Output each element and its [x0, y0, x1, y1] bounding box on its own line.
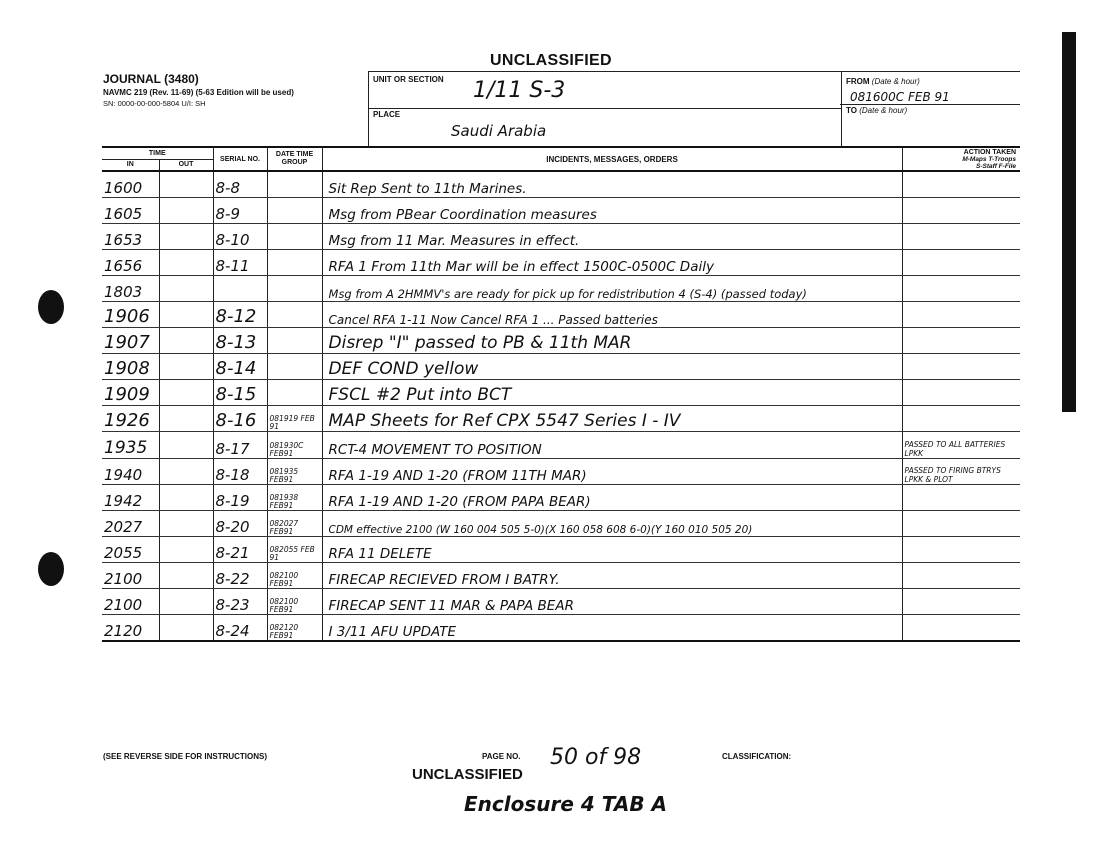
table-row: [102, 562, 1020, 588]
time-in: 1926: [102, 406, 159, 432]
date-time-group: [267, 275, 322, 301]
time-out: [159, 589, 213, 615]
serial-no: [213, 275, 267, 301]
time-out: [159, 615, 213, 641]
message: RFA 1-19 AND 1-20 (FROM 11TH MAR): [322, 458, 902, 484]
date-time-group: 081919 FEB 91: [267, 406, 322, 432]
time-in: 1935: [102, 432, 159, 458]
table-row: [102, 589, 1020, 615]
form-identity: [103, 72, 294, 108]
time-out: [159, 510, 213, 536]
date-time-group: [267, 197, 322, 223]
time-out: [159, 562, 213, 588]
time-in: 1653: [102, 223, 159, 249]
table-row: [102, 615, 1020, 641]
message: Cancel RFA 1-11 Now Cancel RFA 1 ... Passed batteries: [322, 301, 902, 327]
table-row: [102, 275, 1020, 301]
date-time-group: 082055 FEB 91: [267, 536, 322, 562]
message: Msg from A 2HMMV's are ready for pick up for redistribution 4 (S-4) (passed today): [322, 275, 902, 301]
message: FSCL #2 Put into BCT: [322, 380, 902, 406]
from-to-box: [840, 71, 1020, 146]
date-time-group: [267, 301, 322, 327]
table-row: [102, 171, 1020, 197]
classification-label: CLASSIFICATION:: [722, 752, 792, 761]
action-taken: [902, 171, 1020, 197]
message: RFA 1-19 AND 1-20 (FROM PAPA BEAR): [322, 484, 902, 510]
action-taken: [902, 562, 1020, 588]
time-out: [159, 328, 213, 354]
table-row: [102, 197, 1020, 223]
serial-no: 8-13: [213, 328, 267, 354]
serial-no: 8-17: [213, 432, 267, 458]
serial-no: 8-23: [213, 589, 267, 615]
action-taken: [902, 354, 1020, 380]
form-title: JOURNAL (3480): [103, 72, 199, 86]
time-in: 2027: [102, 510, 159, 536]
serial-no: 8-19: [213, 484, 267, 510]
time-out: [159, 536, 213, 562]
unit-label: UNIT OR SECTION: [373, 75, 444, 84]
time-in: 2100: [102, 589, 159, 615]
date-time-group: 082027 FEB91: [267, 510, 322, 536]
table-row: [102, 223, 1020, 249]
date-time-group: 082120 FEB91: [267, 615, 322, 641]
action-taken: PASSED TO ALL BATTERIES LPKK: [902, 432, 1020, 458]
instructions-note: (SEE REVERSE SIDE FOR INSTRUCTIONS): [103, 752, 268, 761]
serial-no: 8-15: [213, 380, 267, 406]
time-in: 1908: [102, 354, 159, 380]
message: DEF COND yellow: [322, 354, 902, 380]
place-value: Saudi Arabia: [451, 122, 547, 140]
date-time-group: [267, 249, 322, 275]
action-taken: [902, 249, 1020, 275]
message: Sit Rep Sent to 11th Marines.: [322, 171, 902, 197]
time-in: 1907: [102, 328, 159, 354]
time-in: 1940: [102, 458, 159, 484]
time-out: [159, 458, 213, 484]
action-taken: [902, 615, 1020, 641]
classification-top: UNCLASSIFIED: [490, 52, 612, 69]
serial-no: 8-21: [213, 536, 267, 562]
time-in: 1656: [102, 249, 159, 275]
date-time-group: [267, 354, 322, 380]
action-taken: [902, 275, 1020, 301]
message: RCT-4 MOVEMENT TO POSITION: [322, 432, 902, 458]
table-row: [102, 432, 1020, 458]
table-row: [102, 380, 1020, 406]
date-time-group: 082100 FEB91: [267, 589, 322, 615]
action-taken: [902, 328, 1020, 354]
time-out: [159, 197, 213, 223]
time-in: 2100: [102, 562, 159, 588]
message: RFA 1 From 11th Mar will be in effect 1500C-0500C Daily: [322, 249, 902, 275]
serial-no: 8-16: [213, 406, 267, 432]
from-value: 081600C FEB 91: [850, 90, 950, 104]
form-edition: NAVMC 219 (Rev. 11-69) (5-63 Edition will be used): [103, 88, 294, 97]
unit-value: 1/11 S-3: [473, 78, 566, 103]
action-taken: [902, 510, 1020, 536]
action-taken: [902, 223, 1020, 249]
to-label: TO (Date & hour): [846, 106, 908, 115]
time-out: [159, 380, 213, 406]
time-in: 1803: [102, 275, 159, 301]
out-header: OUT: [159, 159, 213, 171]
time-out: [159, 223, 213, 249]
punch-hole-top: [38, 290, 64, 324]
time-out: [159, 406, 213, 432]
time-in: 1909: [102, 380, 159, 406]
scan-edge-bar: [1062, 32, 1076, 412]
place-label: PLACE: [373, 110, 401, 119]
serial-no: 8-22: [213, 562, 267, 588]
table-row: [102, 406, 1020, 432]
table-row: [102, 249, 1020, 275]
serial-no: 8-12: [213, 301, 267, 327]
serial-no: 8-14: [213, 354, 267, 380]
punch-hole-bottom: [38, 552, 64, 586]
time-in: 2055: [102, 536, 159, 562]
date-time-group: [267, 171, 322, 197]
page-label: PAGE NO.: [482, 752, 521, 761]
serial-no: 8-20: [213, 510, 267, 536]
action-taken: [902, 589, 1020, 615]
time-in: 1600: [102, 171, 159, 197]
table-row: [102, 510, 1020, 536]
date-time-group: 082100 FEB91: [267, 562, 322, 588]
time-in: 1605: [102, 197, 159, 223]
serial-no: 8-8: [213, 171, 267, 197]
time-out: [159, 354, 213, 380]
serial-no: 8-18: [213, 458, 267, 484]
table-row: [102, 328, 1020, 354]
time-out: [159, 171, 213, 197]
message: RFA 11 DELETE: [322, 536, 902, 562]
serial-no: 8-24: [213, 615, 267, 641]
table-row: [102, 458, 1020, 484]
table-row: [102, 301, 1020, 327]
serial-no: 8-9: [213, 197, 267, 223]
action-taken: [902, 536, 1020, 562]
action-taken: [902, 406, 1020, 432]
date-time-group: [267, 223, 322, 249]
message: Msg from PBear Coordination measures: [322, 197, 902, 223]
date-time-group: 081938 FEB91: [267, 484, 322, 510]
time-out: [159, 275, 213, 301]
date-time-group: [267, 380, 322, 406]
action-taken: PASSED TO FIRING BTRYS LPKK & PLOT: [902, 458, 1020, 484]
serial-header: SERIAL NO.: [213, 147, 267, 171]
page-value: 50 of 98: [550, 745, 642, 770]
time-out: [159, 301, 213, 327]
journal-table: [102, 146, 1020, 642]
dtg-header: DATE TIME GROUP: [267, 147, 322, 171]
time-out: [159, 249, 213, 275]
enclosure-stamp: Enclosure 4 TAB A: [464, 792, 668, 816]
time-in: 1942: [102, 484, 159, 510]
table-row: [102, 354, 1020, 380]
table-row: [102, 484, 1020, 510]
unit-place-box: [368, 71, 842, 146]
date-time-group: 081935 FEB91: [267, 458, 322, 484]
date-time-group: [267, 328, 322, 354]
date-time-group: 081930C FEB91: [267, 432, 322, 458]
form-sn: SN: 0000-00-000-5804 U/I: SH: [103, 99, 206, 108]
message: MAP Sheets for Ref CPX 5547 Series I - IV: [322, 406, 902, 432]
time-in: 2120: [102, 615, 159, 641]
classification-bottom: UNCLASSIFIED: [412, 766, 523, 783]
action-taken: [902, 380, 1020, 406]
action-taken: [902, 484, 1020, 510]
message: FIRECAP RECIEVED FROM I BATRY.: [322, 562, 902, 588]
time-header: TIME: [102, 147, 213, 159]
time-out: [159, 484, 213, 510]
message: I 3/11 AFU UPDATE: [322, 615, 902, 641]
action-header: ACTION TAKEN M-Maps T-Troops S-Staff F-File: [902, 147, 1020, 171]
message: Disrep "I" passed to PB & 11th MAR: [322, 328, 902, 354]
action-taken: [902, 301, 1020, 327]
incidents-header: INCIDENTS, MESSAGES, ORDERS: [322, 147, 902, 171]
table-row: [102, 536, 1020, 562]
action-taken: [902, 197, 1020, 223]
message: CDM effective 2100 (W 160 004 505 5-0)(X 160 058 608 6-0)(Y 160 010 505 20): [322, 510, 902, 536]
message: Msg from 11 Mar. Measures in effect.: [322, 223, 902, 249]
in-header: IN: [126, 161, 134, 169]
message: FIRECAP SENT 11 MAR & PAPA BEAR: [322, 589, 902, 615]
from-label: FROM (Date & hour): [846, 77, 920, 86]
time-in: 1906: [102, 301, 159, 327]
serial-no: 8-11: [213, 249, 267, 275]
serial-no: 8-10: [213, 223, 267, 249]
time-out: [159, 432, 213, 458]
